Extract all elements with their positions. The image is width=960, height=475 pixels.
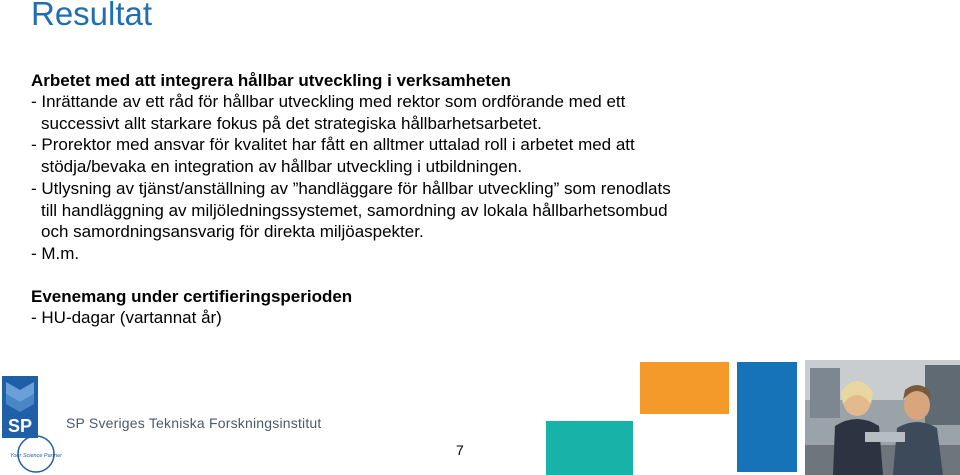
decorative-orange-square xyxy=(640,362,729,414)
sp-logo xyxy=(2,376,62,474)
bullet-continuation: och samordningsansvarig för direkta miljöaspekter. xyxy=(41,222,424,242)
bullet-line: - Prorektor med ansvar för kvalitet har fått en alltmer uttalad roll i arbetet med att xyxy=(31,135,635,155)
logo-text: SP xyxy=(7,416,33,436)
section-heading-events: Evenemang under certifieringsperioden xyxy=(31,286,353,306)
slide-body xyxy=(31,70,936,328)
institute-name: SP Sveriges Tekniska Forskningsinstitut xyxy=(66,415,322,431)
bullet-continuation: stödja/bevaka en integration av hållbar utveckling i utbildningen. xyxy=(41,157,523,177)
bullet-line: - HU-dagar (vartannat år) xyxy=(31,307,222,327)
page-number: 7 xyxy=(456,442,464,458)
bullet-line: - Utlysning av tjänst/anställning av ”handläggare för hållbar utveckling” som renodlats xyxy=(31,178,671,198)
bullet-line: - M.m. xyxy=(31,243,80,263)
bullet-continuation: till handläggning av miljöledningssystemet, samordning av lokala hållbarhetsombud xyxy=(41,200,668,220)
slide-title: Resultat xyxy=(31,0,153,32)
bullet-line: - Inrättande av ett råd för hållbar utveckling med rektor som ordförande med ett xyxy=(31,92,626,111)
decorative-blue-square xyxy=(737,362,797,472)
bullet-continuation: successivt allt starkare fokus på det strategiska hållbarhetsarbetet. xyxy=(41,113,542,133)
badge-text: Your Science Partner xyxy=(10,453,62,459)
section-heading-integration: Arbetet med att integrera hållbar utveckling i verksamheten xyxy=(31,71,511,90)
lab-photo xyxy=(805,360,960,475)
spacer xyxy=(31,265,936,286)
decorative-teal-square xyxy=(546,421,633,475)
